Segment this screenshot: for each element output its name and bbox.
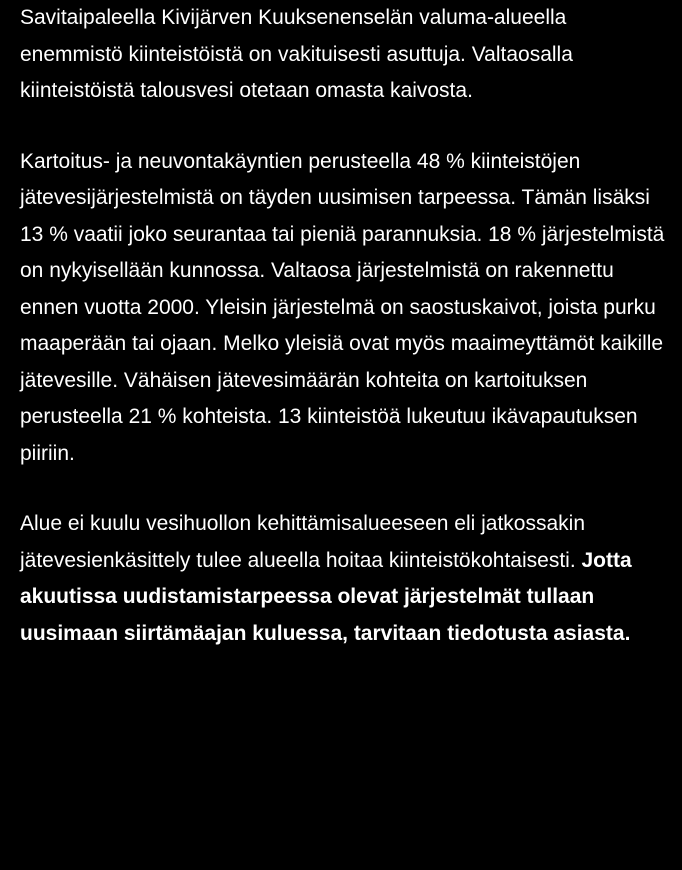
paragraph-intro: Savitaipaleella Kivijärven Kuuksenenselän valuma-alueella enemmistö kiinteistöistä on vakituisesti asuttuja. Valtaosalla kiinteistöistä talousvesi otetaan omasta kaivosta. xyxy=(20,6,573,102)
paragraph-conclusion xyxy=(20,506,670,652)
paragraph-survey-results: Kartoitus- ja neuvontakäyntien perusteella 48 % kiinteistöjen jätevesijärjestelmistä on täyden uusimisen tarpeessa. Tämän lisäksi 13 % vaatii joko seurantaa tai pieniä parannuksia. 18 % järjestelmistä on nykyisellään kunnossa. Valtaosa järjestelmistä on rakennettu ennen vuotta 2000. Yleisin järjestelmä on saostuskaivot, joista purku maaperään tai ojaan. Melko yleisiä ovat myös maaimeyttämöt kaikille jätevesille. Vähäisen jätevesimäärän kohteita on kartoituksen perusteella 21 % kohteista. 13 kiinteistöä lukeutuu ikävapautuksen piiriin. xyxy=(20,149,665,465)
conclusion-emphasis: Jotta akuutissa uudistamistarpeessa olevat järjestelmät tullaan uusimaan siirtämäajan kuluessa, tarvitaan tiedotusta asiasta. xyxy=(20,548,632,645)
document-body xyxy=(20,0,670,652)
conclusion-text: Alue ei kuulu vesihuollon kehittämisalueeseen eli jatkossakin jätevesienkäsittely tulee alueella hoitaa kiinteistökohtaisesti. xyxy=(20,512,586,572)
